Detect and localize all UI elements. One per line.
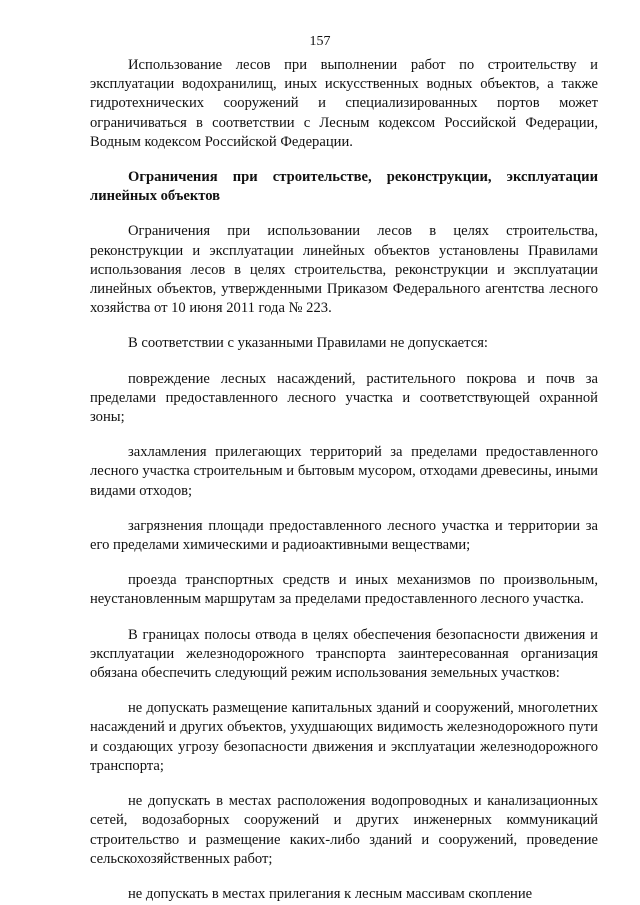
list-item: повреждение лесных насаждений, растительного покрова и почв за пределами предоставленного лесного участка и соответствующей охранной зоны; [90,370,598,426]
list-item: не допускать размещение капитальных зданий и сооружений, многолетних насаждений и других объектов, ухудшающих видимость железнодорожного пути и создающих угрозу безопасности движения и эксплуатации железнодорожного транспорта; [90,700,598,774]
document-body [90,56,598,904]
page-number: 157 [309,34,331,49]
paragraph-railway: В границах полосы отвода в целях обеспечения безопасности движения и эксплуатации железнодорожного транспорта заинтересованная организация обязана обеспечить следующий режим использования земельных участков: [90,626,598,682]
list-item: не допускать в местах расположения водопроводных и канализационных сетей, водозаборных сооружений и других инженерных коммуникаций строительство и размещение каких-либо зданий и сооружений, проведение сельскохозяйственных работ; [90,793,598,867]
paragraph-not-allowed: В соответствии с указанными Правилами не допускается: [128,335,488,352]
paragraph-rules: Ограничения при использовании лесов в целях строительства, реконструкции и эксплуатации линейных объектов установлены Правилами использования лесов в целях строительства, реконструкции и эксплуатации линейных объектов, утвержденными Приказом Федерального агентства лесного хозяйства от 10 июня 2011 года № 223. [90,223,598,317]
list-item: захламления прилегающих территорий за пределами предоставленного лесного участка строительным и бытовым мусором, отходами древесины, иными видами отходов; [90,444,598,499]
list-item: загрязнения площади предоставленного лесного участка и территории за его пределами химическими и радиоактивными веществами; [90,517,598,554]
section-heading: Ограничения при строительстве, реконструкции, эксплуатации линейных объектов [90,169,598,205]
paragraph-water-objects: Использование лесов при выполнении работ по строительству и эксплуатации водохранилищ, иных искусственных водных объектов, а также гидротехнических сооружений и специализированных портов может ограничиваться в соответствии с Лесным кодексом Российской Федерации, Водным кодексом Российской Федерации. [90,57,598,150]
list-item: не допускать в местах прилегания к лесным массивам скопление [128,885,533,902]
list-item: проезда транспортных средств и иных механизмов по произвольным, неустановленным маршрутам за пределами предоставленного лесного участка. [90,572,598,608]
